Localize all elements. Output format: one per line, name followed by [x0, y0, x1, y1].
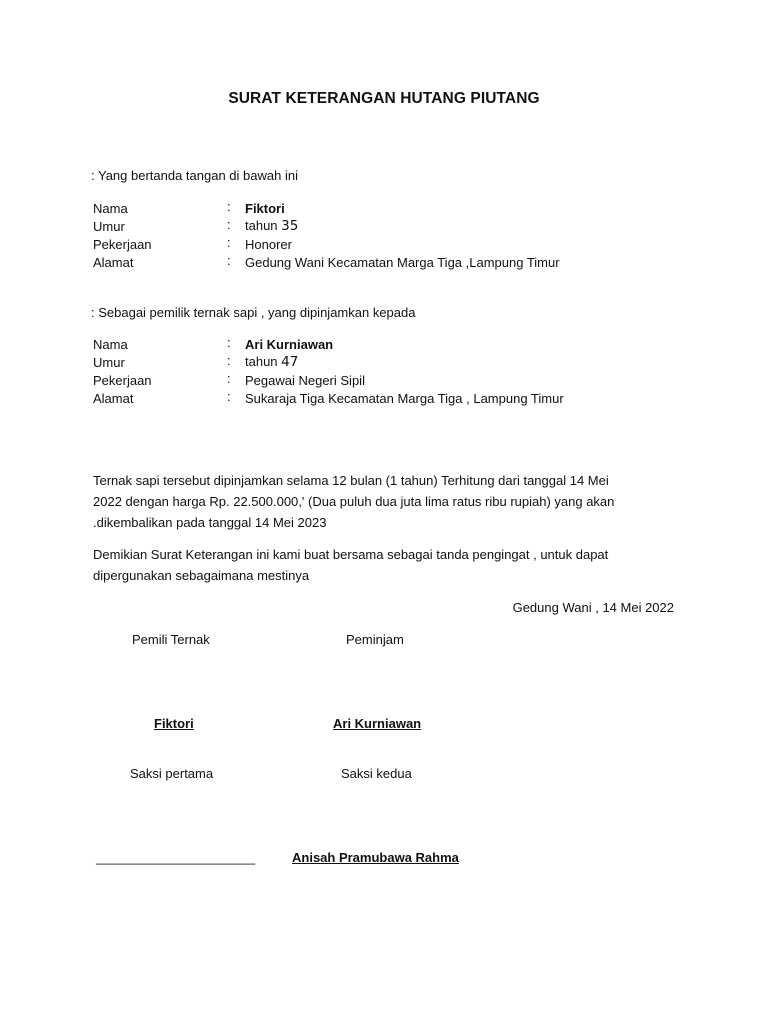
party2-label-alamat: Alamat [93, 391, 134, 406]
party2-value-alamat: Sukaraja Tiga Kecamatan Marga Tiga , Lampung Timur [245, 391, 564, 406]
party2-label-umur: Umur [93, 355, 125, 370]
party1-colon-pekerjaan: : [227, 235, 231, 250]
party1-label-nama: Nama [93, 201, 128, 216]
place-date: Gedung Wani , 14 Mei 2022 [512, 600, 674, 615]
document-title: SURAT KETERANGAN HUTANG PIUTANG [228, 90, 540, 107]
borrower-role: Peminjam [346, 632, 404, 647]
party2-umur-number: 47 [281, 354, 299, 370]
party1-colon-umur: : [227, 217, 231, 232]
intro-statement-1: : Yang bertanda tangan di bawah ini [91, 168, 298, 183]
party1-colon-nama: : [227, 199, 231, 214]
closing-line-2: dipergunakan sebagaimana mestinya [93, 568, 310, 583]
party2-label-nama: Nama [93, 337, 128, 352]
party2-colon-nama: : [227, 335, 231, 350]
party1-value-nama: Fiktori [245, 201, 285, 216]
borrower-signature-name: Ari Kurniawan [333, 716, 422, 731]
loan-terms-line-1: Ternak sapi tersebut dipinjamkan selama 12 bulan (1 tahun) Terhitung dari tanggal 14 Mei [93, 473, 609, 488]
closing-line-1: Demikian Surat Keterangan ini kami buat bersama sebagai tanda pengingat , untuk dapat [93, 547, 609, 562]
party1-colon-alamat: : [227, 253, 231, 268]
witness2-signature-name: Anisah Pramubawa Rahma [292, 850, 459, 865]
party1-label-umur: Umur [93, 219, 125, 234]
party1-umur-prefix: tahun [245, 218, 278, 233]
party1-value-pekerjaan: Honorer [245, 237, 292, 252]
party2-value-nama: Ari Kurniawan [245, 337, 334, 352]
witness1-signature-blank: ______________________ [96, 850, 256, 865]
intro-statement-2: : Sebagai pemilik ternak sapi , yang dipinjamkan kepada [91, 305, 416, 320]
witness2-role: Saksi kedua [341, 766, 412, 781]
party1-label-pekerjaan: Pekerjaan [93, 237, 152, 252]
loan-terms-line-2: 2022 dengan harga Rp. 22.500.000,' (Dua puluh dua juta lima ratus ribu rupiah) yang akan [93, 494, 615, 509]
loan-terms-line-3: .dikembalikan pada tanggal 14 Mei 2023 [93, 515, 327, 530]
party2-colon-alamat: : [227, 389, 231, 404]
party2-label-pekerjaan: Pekerjaan [93, 373, 152, 388]
owner-role: Pemili Ternak [132, 632, 210, 647]
owner-signature-name: Fiktori [154, 716, 194, 731]
party1-umur-number: 35 [281, 218, 299, 234]
party2-value-umur [245, 354, 298, 370]
party2-colon-pekerjaan: : [227, 371, 231, 386]
witness1-role: Saksi pertama [130, 766, 214, 781]
party2-umur-prefix: tahun [245, 354, 278, 369]
party1-value-umur [245, 218, 298, 234]
party1-value-alamat: Gedung Wani Kecamatan Marga Tiga ,Lampung Timur [245, 255, 560, 270]
party1-label-alamat: Alamat [93, 255, 134, 270]
party2-colon-umur: : [227, 353, 231, 368]
party2-value-pekerjaan: Pegawai Negeri Sipil [245, 373, 365, 388]
